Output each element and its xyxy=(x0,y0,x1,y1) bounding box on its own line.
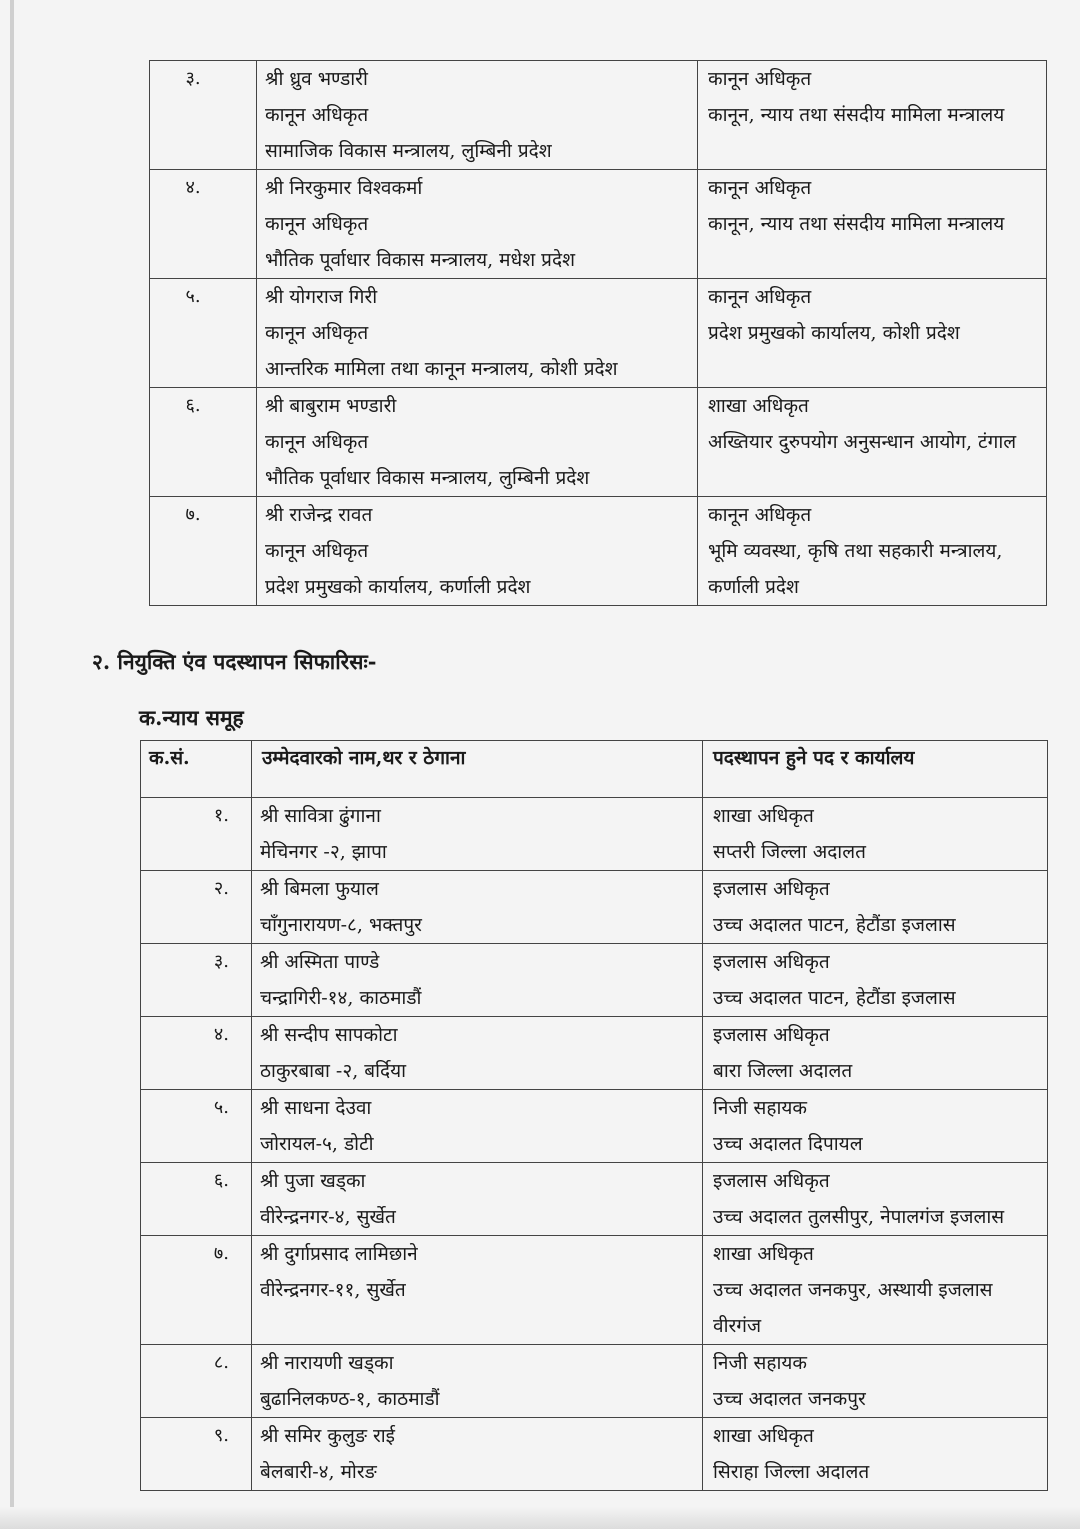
table-row xyxy=(141,798,1048,871)
employee-current-office: सामाजिक विकास मन्त्रालय, लुम्बिनी प्रदेश xyxy=(265,140,552,162)
posting-cell xyxy=(703,798,1048,871)
table-row xyxy=(150,279,1047,388)
new-post: कानून अधिकृत xyxy=(708,504,812,526)
new-posting-cell xyxy=(698,497,1047,606)
serial-text: ४. xyxy=(213,1024,229,1045)
page-bottom-edge xyxy=(0,1507,1080,1529)
serial-text: ७. xyxy=(185,504,201,525)
posting-office: सप्तरी जिल्ला अदालत xyxy=(713,841,866,863)
candidate-name: श्री साधना देउवा xyxy=(260,1097,372,1119)
serial-text: ९. xyxy=(213,1425,229,1446)
table-row xyxy=(141,1236,1048,1345)
serial-text: ३. xyxy=(213,951,229,972)
employee-name: श्री निरकुमार विश्वकर्मा xyxy=(265,177,423,199)
posting-cell xyxy=(703,1236,1048,1345)
posting-office: उच्च अदालत पाटन, हेटौंडा इजलास xyxy=(713,914,956,936)
new-office-continued: कर्णाली प्रदेश xyxy=(708,576,799,598)
posting-post: शाखा अधिकृत xyxy=(713,805,814,827)
employee-current-post: कानून अधिकृत xyxy=(265,431,369,453)
serial-number xyxy=(141,1236,252,1345)
serial-number xyxy=(150,497,257,606)
table-row xyxy=(150,61,1047,170)
employee-name: श्री राजेन्द्र रावत xyxy=(265,504,373,526)
posting-office: उच्च अदालत दिपायल xyxy=(713,1133,863,1155)
posting-post: इजलास अधिकृत xyxy=(713,951,830,973)
serial-text: ६. xyxy=(185,395,201,416)
table-row xyxy=(141,1163,1048,1236)
employee-current-office: भौतिक पूर्वाधार विकास मन्त्रालय, लुम्बिनी प्रदेश xyxy=(265,467,590,489)
posting-office: बारा जिल्ला अदालत xyxy=(713,1060,853,1082)
candidate-cell xyxy=(252,798,703,871)
header-serial: क.सं. xyxy=(141,741,252,798)
serial-number xyxy=(141,1017,252,1090)
new-posting-cell xyxy=(698,170,1047,279)
table-row xyxy=(141,944,1048,1017)
posting-office: सिराहा जिल्ला अदालत xyxy=(713,1461,870,1483)
section-heading: २. नियुक्ति एंव पदस्थापन सिफारिसः- xyxy=(92,649,377,674)
serial-text: २. xyxy=(213,878,229,899)
candidate-name: श्री समिर कुलुङ राई xyxy=(260,1425,395,1447)
posting-cell xyxy=(703,944,1048,1017)
employee-cell xyxy=(257,61,698,170)
new-office: कानून, न्याय तथा संसदीय मामिला मन्त्रालय xyxy=(708,104,1005,126)
posting-post: निजी सहायक xyxy=(713,1097,807,1119)
posting-post: शाखा अधिकृत xyxy=(713,1243,814,1265)
employee-cell xyxy=(257,497,698,606)
employee-cell xyxy=(257,388,698,497)
posting-cell xyxy=(703,1345,1048,1418)
new-posting-cell xyxy=(698,388,1047,497)
header-posting: पदस्थापन हुने पद र कार्यालय xyxy=(703,741,1048,798)
posting-post: इजलास अधिकृत xyxy=(713,1170,830,1192)
table-row xyxy=(141,1090,1048,1163)
new-office-continued xyxy=(708,242,1046,278)
table-row xyxy=(141,871,1048,944)
posting-cell xyxy=(703,1017,1048,1090)
candidate-address: बुढानिलकण्ठ-१, काठमाडौं xyxy=(260,1388,440,1410)
serial-number xyxy=(141,871,252,944)
table-row xyxy=(150,388,1047,497)
candidate-address: ठाकुरबाबा -२, बर्दिया xyxy=(260,1060,407,1082)
candidate-cell xyxy=(252,1163,703,1236)
table-row xyxy=(141,1345,1048,1418)
posting-cell xyxy=(703,1090,1048,1163)
candidate-cell xyxy=(252,944,703,1017)
new-post: कानून अधिकृत xyxy=(708,68,812,90)
new-post: कानून अधिकृत xyxy=(708,177,812,199)
candidate-name: श्री दुर्गाप्रसाद लामिछाने xyxy=(260,1243,418,1265)
candidate-cell xyxy=(252,1017,703,1090)
candidate-name: श्री पुजा खड्का xyxy=(260,1170,366,1192)
serial-number xyxy=(141,944,252,1017)
employee-name: श्री योगराज गिरी xyxy=(265,286,378,308)
employee-current-office: प्रदेश प्रमुखको कार्यालय, कर्णाली प्रदेश xyxy=(265,576,531,598)
serial-text: ८. xyxy=(213,1352,229,1373)
posting-cell xyxy=(703,1418,1048,1491)
serial-text: ७. xyxy=(213,1243,229,1264)
serial-number xyxy=(150,388,257,497)
new-post: शाखा अधिकृत xyxy=(708,395,809,417)
serial-number xyxy=(141,1418,252,1491)
table-header-row xyxy=(141,741,1048,798)
posting-office: उच्च अदालत जनकपुर xyxy=(713,1388,866,1410)
new-office-continued xyxy=(708,133,1046,169)
employee-current-post: कानून अधिकृत xyxy=(265,213,369,235)
employee-current-post: कानून अधिकृत xyxy=(265,322,369,344)
serial-text: ६. xyxy=(213,1170,229,1191)
candidate-name: श्री सावित्रा ढुंगाना xyxy=(260,805,381,827)
posting-post: इजलास अधिकृत xyxy=(713,1024,830,1046)
serial-text: ५. xyxy=(213,1097,229,1118)
candidate-cell xyxy=(252,871,703,944)
employee-cell xyxy=(257,170,698,279)
new-office: कानून, न्याय तथा संसदीय मामिला मन्त्रालय xyxy=(708,213,1005,235)
serial-number xyxy=(150,170,257,279)
serial-number xyxy=(150,61,257,170)
serial-text: ५. xyxy=(185,286,201,307)
group-heading: क.न्याय समूह xyxy=(139,705,244,730)
serial-text: ४. xyxy=(185,177,201,198)
page-edge-shadow xyxy=(10,0,14,1529)
candidate-name: श्री बिमला फुयाल xyxy=(260,878,379,900)
posting-cell xyxy=(703,1163,1048,1236)
serial-text: ३. xyxy=(185,68,201,89)
serial-number xyxy=(141,1090,252,1163)
candidate-cell xyxy=(252,1090,703,1163)
new-post: कानून अधिकृत xyxy=(708,286,812,308)
candidate-cell xyxy=(252,1345,703,1418)
table-row xyxy=(150,497,1047,606)
candidate-address: चाँगुनारायण-८, भक्तपुर xyxy=(260,914,422,936)
serial-number xyxy=(150,279,257,388)
posting-office: उच्च अदालत तुलसीपुर, नेपालगंज इजलास xyxy=(713,1206,1005,1228)
employee-cell xyxy=(257,279,698,388)
candidate-name: श्री नारायणी खड्का xyxy=(260,1352,394,1374)
posting-office: उच्च अदालत पाटन, हेटौंडा इजलास xyxy=(713,987,956,1009)
employee-current-office: आन्तरिक मामिला तथा कानून मन्त्रालय, कोशी प्रदेश xyxy=(265,358,618,380)
candidate-address: चन्द्रागिरी-१४, काठमाडौं xyxy=(260,987,422,1009)
table-row xyxy=(150,170,1047,279)
serial-number xyxy=(141,798,252,871)
new-posting-cell xyxy=(698,279,1047,388)
posting-post: इजलास अधिकृत xyxy=(713,878,830,900)
posting-cell xyxy=(703,871,1048,944)
candidate-name: श्री सन्दीप सापकोटा xyxy=(260,1024,398,1046)
new-office-continued xyxy=(708,351,1046,387)
employee-name: श्री ध्रुव भण्डारी xyxy=(265,68,368,90)
header-candidate: उम्मेदवारको नाम,थर र ठेगाना xyxy=(252,741,703,798)
candidate-address: जोरायल-५, डोटी xyxy=(260,1133,374,1155)
posting-post: निजी सहायक xyxy=(713,1352,807,1374)
posting-post: शाखा अधिकृत xyxy=(713,1425,814,1447)
candidate-address: मेचिनगर -२, झापा xyxy=(260,841,387,863)
serial-number xyxy=(141,1345,252,1418)
employee-current-post: कानून अधिकृत xyxy=(265,104,369,126)
new-office: अख्तियार दुरुपयोग अनुसन्धान आयोग, टंगाल xyxy=(708,431,1017,453)
candidate-cell xyxy=(252,1236,703,1345)
new-office-continued xyxy=(708,460,1046,496)
posting-office: उच्च अदालत जनकपुर, अस्थायी इजलास xyxy=(713,1279,993,1301)
employee-current-post: कानून अधिकृत xyxy=(265,540,369,562)
appointment-table xyxy=(140,740,1048,1491)
candidate-address: वीरेन्द्रनगर-११, सुर्खेत xyxy=(260,1279,406,1301)
candidate-cell xyxy=(252,1418,703,1491)
table-row xyxy=(141,1418,1048,1491)
employee-name: श्री बाबुराम भण्डारी xyxy=(265,395,397,417)
employee-current-office: भौतिक पूर्वाधार विकास मन्त्रालय, मधेश प्रदेश xyxy=(265,249,575,271)
candidate-address: बेलबारी-४, मोरङ xyxy=(260,1461,377,1483)
candidate-name: श्री अस्मिता पाण्डे xyxy=(260,951,380,973)
serial-text: १. xyxy=(213,805,229,826)
serial-number xyxy=(141,1163,252,1236)
candidate-address: वीरेन्द्रनगर-४, सुर्खेत xyxy=(260,1206,396,1228)
new-posting-cell xyxy=(698,61,1047,170)
transfer-table xyxy=(149,60,1047,606)
new-office: भूमि व्यवस्था, कृषि तथा सहकारी मन्त्रालय, xyxy=(708,540,1003,562)
office-continued: वीरगंज xyxy=(713,1315,762,1337)
table-row xyxy=(141,1017,1048,1090)
new-office: प्रदेश प्रमुखको कार्यालय, कोशी प्रदेश xyxy=(708,322,960,344)
